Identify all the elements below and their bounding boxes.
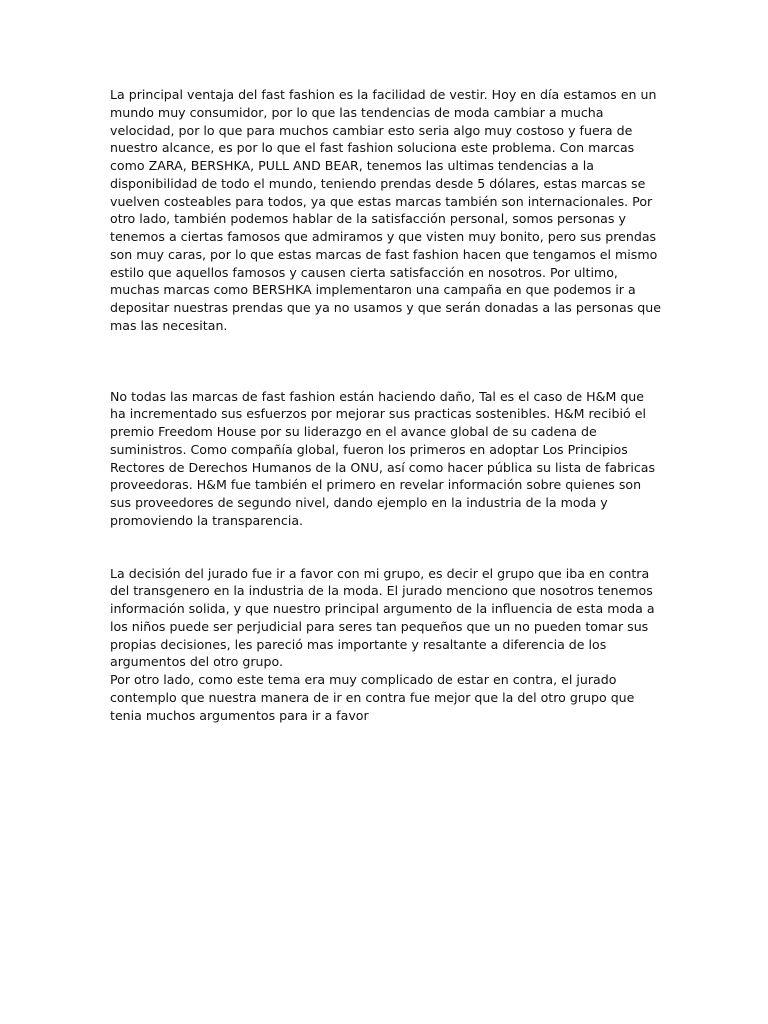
text-line: como ZARA, BERSHKA, PULL AND BEAR, tenemos las ultimas tendencias a la	[110, 158, 594, 173]
text-line: Por otro lado, como este tema era muy complicado de estar en contra, el jurado	[110, 672, 617, 687]
text-line: muchas marcas como BERSHKA implementaron una campaña en que podemos ir a	[110, 282, 636, 298]
text-line: del transgenero en la industria de la moda. El jurado menciono que nosotros tenemos	[110, 583, 653, 599]
text-line: La decisión del jurado fue ir a favor con mi grupo, es decir el grupo que iba en contra	[110, 565, 650, 581]
text-line: promoviendo la transparencia.	[110, 512, 304, 528]
text-line: mas las necesitan.	[110, 317, 228, 333]
text-line: Rectores de Derechos Humanos de la ONU, así como hacer pública su lista de fabricas	[110, 459, 656, 475]
text-line: proveedoras. H&M fue también el primero en revelar información sobre quienes son	[110, 477, 642, 493]
text-line: velocidad, por lo que para muchos cambiar esto seria algo muy costoso y fuera de	[110, 122, 633, 138]
text-line: vuelven costeables para todos, ya que estas marcas también son internacionales. Por	[110, 193, 653, 209]
text-line: propias decisiones, les pareció mas importante y resaltante a diferencia de los	[110, 636, 607, 652]
text-line: otro lado, también podemos hablar de la satisfacción personal, somos personas y	[110, 211, 626, 227]
text-line: premio Freedom House por su liderazgo en el avance global de su cadena de	[110, 424, 597, 439]
text-line: sus proveedores de segundo nivel, dando ejemplo en la industria de la moda y	[110, 495, 608, 510]
text-line: estilo que aquellos famosos y causen cierta satisfacción en nosotros. Por ultimo,	[110, 264, 618, 280]
text-line: nuestro alcance, es por lo que el fast fashion soluciona este problema. Con marcas	[110, 140, 635, 156]
text-line: La principal ventaja del fast fashion es la facilidad de vestir. Hoy en día estamos en un	[110, 87, 657, 102]
text-line: tenemos a ciertas famosos que admiramos y que visten muy bonito, pero sus prendas	[110, 229, 657, 244]
paragraph-spacer	[110, 335, 658, 388]
text-line: suministros. Como compañía global, fueron los primeros en adoptar Los Principios	[110, 441, 628, 457]
paragraph-jury-decision	[110, 565, 658, 725]
text-line: No todas las marcas de fast fashion están haciendo daño, Tal es el caso de H&M que	[110, 388, 645, 404]
text-line: los niños puede ser perjudicial para seres tan pequeños que un no pueden tomar sus	[110, 618, 649, 634]
paragraph-fast-fashion-advantages	[110, 86, 662, 335]
text-line: disponibilidad de todo el mundo, teniendo prendas desde 5 dólares, estas marcas se	[110, 175, 646, 191]
document-body	[110, 86, 662, 724]
text-line: mundo muy consumidor, por lo que las tendencias de moda cambiar a mucha	[110, 104, 604, 120]
text-line: ha incrementado sus esfuerzos por mejorar sus practicas sostenibles. H&M recibió el	[110, 406, 646, 422]
paragraph-spacer	[110, 530, 658, 565]
text-line: argumentos del otro grupo.	[110, 654, 283, 670]
paragraph-hm-sustainability	[110, 388, 658, 530]
text-line: contemplo que nuestra manera de ir en contra fue mejor que la del otro grupo que	[110, 689, 635, 705]
text-line: tenia muchos argumentos para ir a favor	[110, 707, 369, 723]
text-line: información solida, y que nuestro principal argumento de la influencia de esta moda a	[110, 601, 655, 616]
text-line: depositar nuestras prendas que ya no usamos y que serán donadas a las personas que	[110, 300, 662, 315]
text-line: son muy caras, por lo que estas marcas de fast fashion hacen que tengamos el mismo	[110, 246, 658, 262]
